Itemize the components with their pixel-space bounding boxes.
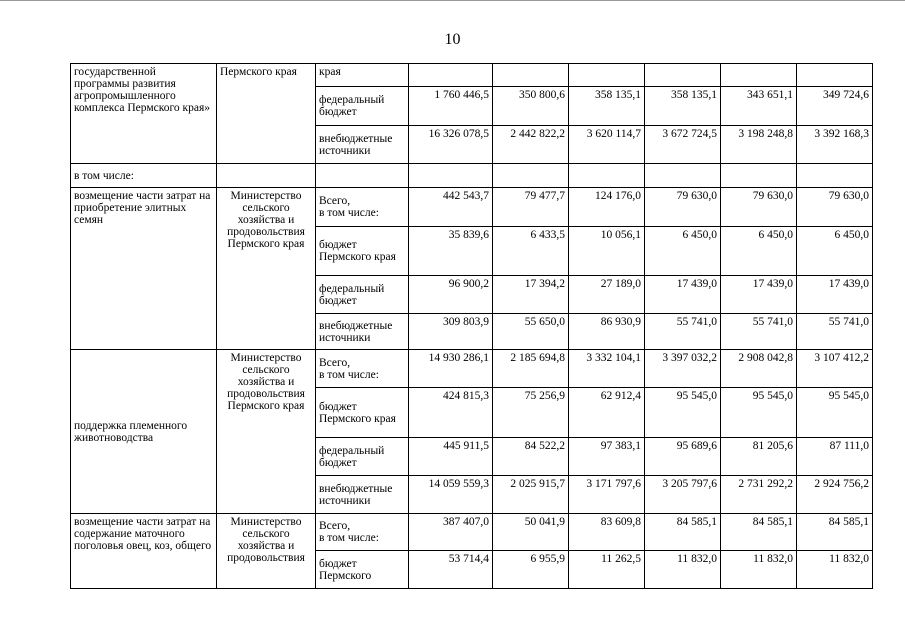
empty-cell (409, 164, 493, 188)
value-cell: 349 724,6 (797, 87, 873, 126)
empty-cell (493, 164, 569, 188)
value-cell: 17 439,0 (797, 276, 873, 314)
value-cell: 343 651,1 (721, 87, 797, 126)
executor-cell: Министерство сельского хозяйства и продовольствия (217, 514, 316, 589)
table-row (71, 350, 873, 388)
value-cell: 55 650,0 (493, 314, 569, 350)
value-cell: 2 025 915,7 (493, 476, 569, 514)
source-cell: бюджет Пермского (316, 551, 409, 589)
value-cell: 14 930 286,1 (409, 350, 493, 388)
value-cell: 79 630,0 (721, 188, 797, 227)
value-cell: 3 171 797,6 (569, 476, 645, 514)
value-cell: 6 955,9 (493, 551, 569, 589)
value-cell: 55 741,0 (721, 314, 797, 350)
value-cell: 445 911,5 (409, 438, 493, 476)
value-cell: 3 672 724,5 (645, 126, 721, 164)
executor-cell: Министерство сельского хозяйства и продовольствия Пермского края (217, 188, 316, 350)
source-cell: бюджет Пермского края (316, 227, 409, 276)
value-cell: 50 041,9 (493, 514, 569, 551)
value-cell: 75 256,9 (493, 388, 569, 438)
executor-cell: Министерство сельского хозяйства и продовольствия Пермского края (217, 350, 316, 514)
value-cell: 16 326 078,5 (409, 126, 493, 164)
value-cell: 84 585,1 (721, 514, 797, 551)
value-cell: 6 450,0 (645, 227, 721, 276)
value-cell: 84 522,2 (493, 438, 569, 476)
value-cell: 1 760 446,5 (409, 87, 493, 126)
value-cell: 96 900,2 (409, 276, 493, 314)
value-cell: 95 545,0 (645, 388, 721, 438)
value-cell: 3 392 168,3 (797, 126, 873, 164)
value-cell: 3 397 032,2 (645, 350, 721, 388)
value-cell: 55 741,0 (797, 314, 873, 350)
value-cell: 309 803,9 (409, 314, 493, 350)
value-cell: 79 630,0 (645, 188, 721, 227)
value-cell: 87 111,0 (797, 438, 873, 476)
source-cell: Всего, в том числе: (316, 514, 409, 551)
value-cell: 17 439,0 (721, 276, 797, 314)
value-cell: 95 689,6 (645, 438, 721, 476)
value-cell: 14 059 559,3 (409, 476, 493, 514)
source-cell: края (316, 64, 409, 87)
value-cell: 11 832,0 (797, 551, 873, 589)
value-cell: 27 189,0 (569, 276, 645, 314)
value-cell: 2 908 042,8 (721, 350, 797, 388)
value-cell (721, 64, 797, 87)
value-cell: 6 450,0 (797, 227, 873, 276)
budget-table (70, 63, 873, 589)
table-row (71, 164, 873, 188)
value-cell: 86 930,9 (569, 314, 645, 350)
value-cell: 3 107 412,2 (797, 350, 873, 388)
value-cell: 35 839,6 (409, 227, 493, 276)
value-cell: 11 832,0 (645, 551, 721, 589)
empty-cell (316, 164, 409, 188)
table-row (71, 188, 873, 227)
table-row (71, 64, 873, 87)
value-cell: 424 815,3 (409, 388, 493, 438)
value-cell: 79 477,7 (493, 188, 569, 227)
value-cell (569, 64, 645, 87)
value-cell (645, 64, 721, 87)
measure-cell: возмещение части затрат на приобретение элитных семян (71, 188, 217, 350)
value-cell: 124 176,0 (569, 188, 645, 227)
empty-cell (721, 164, 797, 188)
source-cell: федеральный бюджет (316, 276, 409, 314)
value-cell: 2 924 756,2 (797, 476, 873, 514)
value-cell: 358 135,1 (569, 87, 645, 126)
empty-cell (797, 164, 873, 188)
source-cell: федеральный бюджет (316, 87, 409, 126)
value-cell: 2 731 292,2 (721, 476, 797, 514)
value-cell: 84 585,1 (797, 514, 873, 551)
source-cell: федеральный бюджет (316, 438, 409, 476)
table-row (71, 514, 873, 551)
value-cell: 442 543,7 (409, 188, 493, 227)
value-cell (797, 64, 873, 87)
value-cell: 2 442 822,2 (493, 126, 569, 164)
value-cell: 358 135,1 (645, 87, 721, 126)
page-number: 10 (444, 31, 461, 48)
source-cell: внебюджетные источники (316, 314, 409, 350)
value-cell: 10 056,1 (569, 227, 645, 276)
executor-cell: Пермского края (217, 64, 316, 164)
value-cell: 6 433,5 (493, 227, 569, 276)
empty-cell (569, 164, 645, 188)
empty-cell (645, 164, 721, 188)
value-cell: 11 262,5 (569, 551, 645, 589)
value-cell: 79 630,0 (797, 188, 873, 227)
source-cell: Всего, в том числе: (316, 350, 409, 388)
value-cell (493, 64, 569, 87)
value-cell: 84 585,1 (645, 514, 721, 551)
measure-cell: государственной программы развития агропромышленного комплекса Пермского края» (71, 64, 217, 164)
value-cell: 6 450,0 (721, 227, 797, 276)
top-rule (0, 0, 905, 1)
value-cell: 83 609,8 (569, 514, 645, 551)
source-cell: Всего, в том числе: (316, 188, 409, 227)
subheading-cell: в том числе: (71, 164, 217, 188)
empty-cell (217, 164, 316, 188)
value-cell: 81 205,6 (721, 438, 797, 476)
value-cell: 95 545,0 (721, 388, 797, 438)
value-cell: 3 198 248,8 (721, 126, 797, 164)
value-cell: 387 407,0 (409, 514, 493, 551)
value-cell: 3 620 114,7 (569, 126, 645, 164)
value-cell: 350 800,6 (493, 87, 569, 126)
value-cell: 95 545,0 (797, 388, 873, 438)
source-cell: внебюджетные источники (316, 476, 409, 514)
value-cell (409, 64, 493, 87)
value-cell: 55 741,0 (645, 314, 721, 350)
value-cell: 3 205 797,6 (645, 476, 721, 514)
measure-cell: поддержка племенного животноводства (71, 350, 217, 514)
value-cell: 97 383,1 (569, 438, 645, 476)
value-cell: 2 185 694,8 (493, 350, 569, 388)
value-cell: 11 832,0 (721, 551, 797, 589)
value-cell: 17 394,2 (493, 276, 569, 314)
value-cell: 3 332 104,1 (569, 350, 645, 388)
value-cell: 62 912,4 (569, 388, 645, 438)
source-cell: внебюджетные источники (316, 126, 409, 164)
source-cell: бюджет Пермского края (316, 388, 409, 438)
value-cell: 53 714,4 (409, 551, 493, 589)
measure-cell: возмещение части затрат на содержание маточного поголовья овец, коз, общего (71, 514, 217, 589)
value-cell: 17 439,0 (645, 276, 721, 314)
